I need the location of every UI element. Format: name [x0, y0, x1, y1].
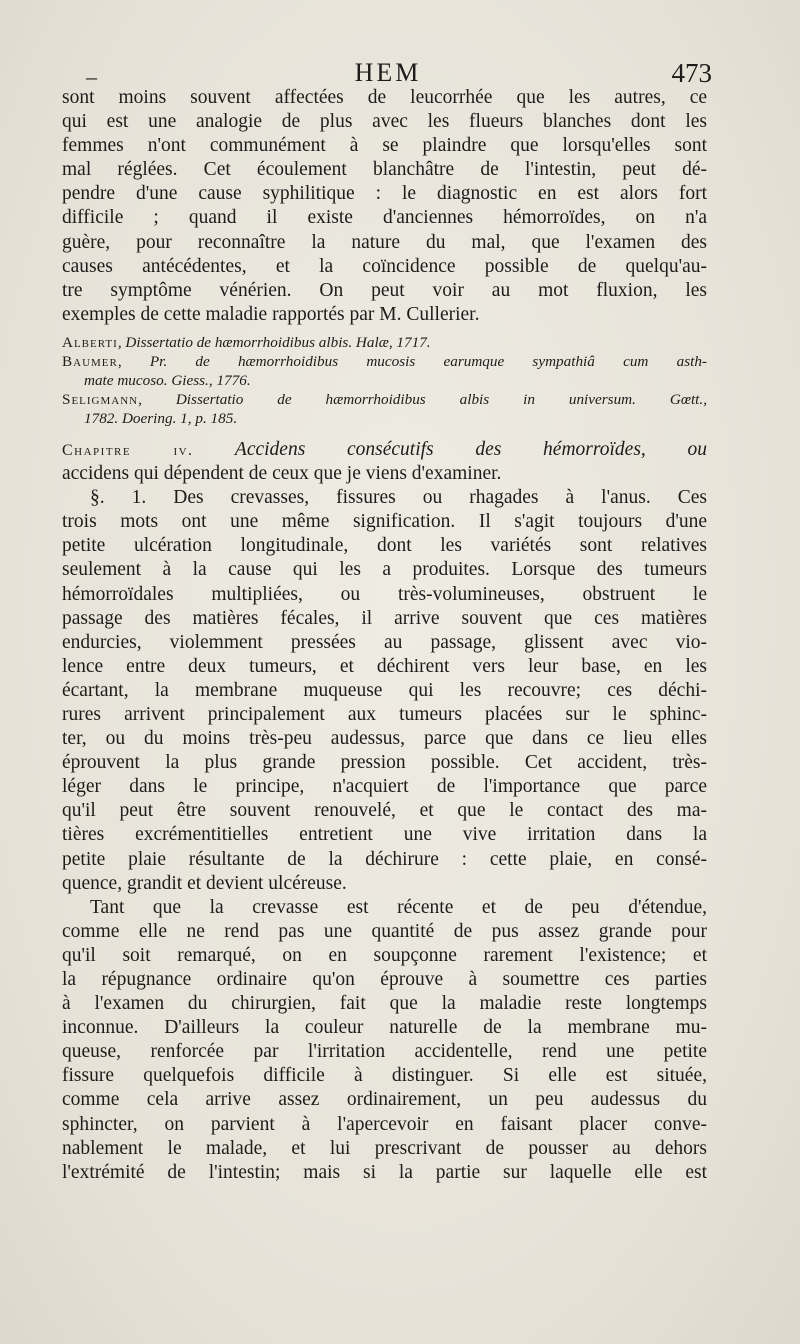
text-line: comme elle ne rend pas une quantité de pus assez grande pour	[62, 920, 707, 942]
text-line: passage des matières fécales, il arrive souvent que ces matières	[62, 607, 707, 629]
text-line: difficile ; quand il existe d'anciennes hémorroïdes, on n'a	[62, 207, 707, 229]
bibliography	[62, 333, 707, 428]
text-line: qu'il peut être souvent renouvelé, et que le contact des ma-	[62, 800, 707, 822]
running-title: HEM	[354, 58, 422, 87]
text-line: sphincter, on parvient à l'apercevoir en faisant placer conve-	[62, 1113, 707, 1135]
reference-author: Seligmann	[62, 390, 139, 408]
text-line: tre symptôme vénérien. On peut voir au mot fluxion, les	[62, 279, 707, 301]
text-line: qu'il soit remarqué, on en soupçonne rarement l'existence; et	[62, 944, 707, 966]
reference-text: , Dissertatio de hæmorrhoidibus albis in universum. Gœtt.,	[138, 390, 707, 408]
text-line: sont moins souvent affectées de leucorrhée que les autres, ce	[62, 87, 707, 108]
section-paragraph	[62, 486, 707, 896]
chapter-label: Chapitre iv.	[62, 441, 194, 459]
reference-author: Alberti	[62, 333, 118, 351]
chapter-title-line	[62, 438, 707, 462]
running-header	[64, 58, 712, 88]
text-line: écartant, la membrane muqueuse qui les recouvre; ces déchi-	[62, 679, 707, 701]
text-line: mal réglées. Cet écoulement blanchâtre de l'intestin, peut dé-	[62, 159, 707, 181]
paragraph-continuation	[62, 86, 707, 327]
text-line: léger dans le principe, n'acquiert de l'importance que parce	[62, 776, 707, 798]
reference-continuation: 1782. Doering. 1, p. 185.	[84, 409, 238, 427]
text-line: ter, ou du moins très-peu audessus, parce que dans ce lieu elles	[62, 728, 707, 750]
text-line: qui est une analogie de plus avec les flueurs blanches dont les	[62, 111, 707, 133]
text-line: éprouvent la plus grande pression possible. Cet accident, très-	[62, 752, 707, 774]
text-line: lence entre deux tumeurs, et déchirent vers leur base, en les	[62, 655, 707, 677]
text-line: inconnue. D'ailleurs la couleur naturelle de la membrane mu-	[62, 1017, 707, 1039]
text-line: à l'examen du chirurgien, fait que la maladie reste longtemps	[62, 993, 707, 1015]
text-line: fissure quelquefois difficile à distinguer. Si elle est située,	[62, 1065, 707, 1087]
chapter-heading	[62, 438, 707, 486]
text-line: hémorroïdales multipliées, ou très-volumineuses, obstruent le	[62, 583, 707, 605]
text-line: Tant que la crevasse est récente et de peu d'étendue,	[90, 896, 707, 918]
chapter-title-line: accidens qui dépendent de ceux que je viens d'examiner.	[62, 463, 502, 485]
text-line: rures arrivent principalement aux tumeurs placées sur le sphinc-	[62, 703, 707, 725]
reference-entry	[62, 352, 707, 371]
text-line: pendre d'une cause syphilitique : le diagnostic en est alors fort	[62, 183, 707, 205]
text-line: endurcies, violemment pressées au passage, glissent avec vio-	[62, 631, 707, 653]
text-line: petite ulcération longitudinale, dont les variétés sont relatives	[62, 535, 707, 557]
reference-text: , Pr. de hæmorrhoidibus mucosis earumque sympathiâ cum asth-	[117, 352, 707, 370]
reference-continuation: mate mucoso. Giess., 1776.	[84, 371, 251, 389]
text-line: tières excrémentitielles entretient une vive irritation dans la	[62, 824, 707, 846]
text-body	[62, 86, 707, 1185]
reference-entry	[62, 390, 707, 409]
reference-entry	[62, 333, 707, 352]
page-number: 473	[671, 58, 712, 88]
text-line: nablement le malade, et lui prescrivant de pousser au dehors	[62, 1137, 707, 1159]
paragraph	[62, 896, 707, 1185]
text-line: queuse, renforcée par l'irritation accidentelle, rend une petite	[62, 1041, 707, 1063]
text-line: comme cela arrive assez ordinairement, un peu audessus du	[62, 1089, 707, 1111]
text-line: l'extrémité de l'intestin; mais si la partie sur laquelle elle est	[62, 1161, 707, 1183]
text-line: causes antécédentes, et la coïncidence possible de quelqu'au-	[62, 255, 707, 277]
chapter-title: Accidens consécutifs des hémorroïdes, ou	[193, 438, 707, 460]
text-line: petite plaie résultante de la déchirure : cette plaie, en consé-	[62, 848, 707, 870]
reference-author: Baumer	[62, 352, 118, 370]
text-line: exemples de cette maladie rapportés par M. Cullerier.	[62, 303, 480, 325]
header-dash: –	[86, 64, 97, 89]
reference-text: , Dissertatio de hæmorrhoidibus albis. Halæ, 1717.	[117, 333, 431, 351]
text-line: la répugnance ordinaire qu'on éprouve à soumettre ces parties	[62, 969, 707, 990]
text-line: seulement à la cause qui les a produites. Lorsque des tumeurs	[62, 559, 707, 581]
section-heading-line: §. 1. Des crevasses, fissures ou rhagades à l'anus. Ces	[90, 487, 707, 509]
text-line: guère, pour reconnaître la nature du mal, que l'examen des	[62, 231, 707, 253]
text-line: trois mots ont une même signification. Il s'agit toujours d'une	[62, 511, 707, 533]
text-line: femmes n'ont communément à se plaindre que lorsqu'elles sont	[62, 135, 707, 157]
text-line: quence, grandit et devient ulcéreuse.	[62, 872, 347, 894]
